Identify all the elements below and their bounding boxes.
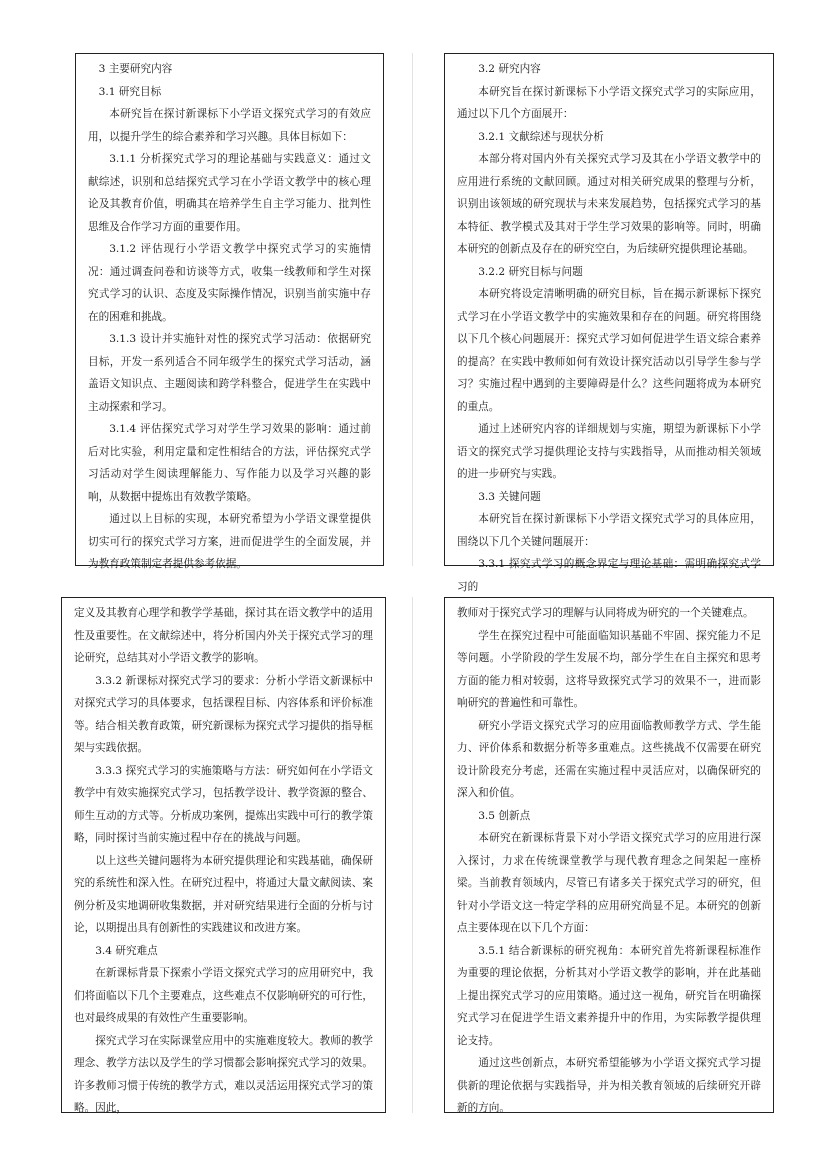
- paragraph: 3.3.2 新课标对探究式学习的要求：分析小学语文新课标中对探究式学习的具体要求，包括课程目标、内容体系和评价标准等。结合相关教育政策，研究新课标为探究式学习提供的指导框架与实践依据。: [74, 674, 373, 754]
- paragraph: 本研究旨在探讨新课标下小学语文探究式学习的具体应用，围绕以下几个关键问题展开：: [457, 513, 761, 548]
- paragraph: 3.3.1 探究式学习的概念界定与理论基础：需明确探究式学习的: [457, 558, 761, 593]
- page-2: [444, 53, 774, 593]
- page-gap: [412, 597, 413, 1113]
- paragraph: 本部分将对国内外有关探究式学习及其在小学语文教学中的应用进行系统的文献回顾。通过对相关研究成果的整理与分析，识别出该领域的研究现状与未来发展趋势，包括探究式学习的基本特征、教学模式及其对于学生学习效果的影响等。同时，明确本研究的创新点及存在的研究空白，为后续研究提供理论基础。: [457, 153, 761, 255]
- paragraph: 通过上述研究内容的详细规划与实施，期望为新课标下小学语文的探究式学习提供理论支持与实践指导，从而推动相关领域的进一步研究与实践。: [457, 423, 761, 480]
- paragraph: 本研究将设定清晰明确的研究目标，旨在揭示新课标下探究式学习在小学语文教学中的实施效果和存在的问题。研究将围绕以下几个核心问题展开：探究式学习如何促进学生语文综合素养的提高？在实践中教师如何有效设计探究活动以引导学生参与学习？实施过程中遇到的主要障碍是什么？这些问题将成为本研究的重点。: [457, 288, 761, 413]
- paragraph: 本研究旨在探讨新课标下小学语文探究式学习的有效应用，以提升学生的综合素养和学习兴趣。具体目标如下：: [88, 108, 371, 143]
- paragraph: 探究式学习在实际课堂应用中的实施难度较大。教师的教学理念、教学方法以及学生的学习惯都会影响探究式学习的效果。许多教师习惯于传统的教学方式，难以灵活运用探究式学习的策略。因此，: [74, 1034, 373, 1114]
- subsection-heading: 3.2 研究内容: [478, 63, 541, 75]
- paragraph: 本研究旨在探讨新课标下小学语文探究式学习的实际应用，通过以下几个方面展开：: [457, 85, 761, 120]
- page-4: [444, 597, 774, 1113]
- page-1: [75, 53, 384, 570]
- paragraph: 通过以上目标的实现，本研究希望为小学语文课堂提供切实可行的探究式学习方案，进而促进学生的全面发展，并为教育政策制定者提供参考依据。: [88, 513, 371, 570]
- paragraph: 3.1.1 分析探究式学习的理论基础与实践意义：通过文献综述，识别和总结探究式学习在小学语文教学中的核心理论及其教育价值，明确其在培养学生自主学习能力、批判性思维及合作学习方面的重要作用。: [88, 153, 371, 233]
- subsection-heading: 3.2.1 文献综述与现状分析: [478, 130, 604, 143]
- page-gap: [412, 53, 413, 566]
- section-heading: 3 主要研究内容: [98, 63, 173, 75]
- paragraph: 在新课标背景下探索小学语文探究式学习的应用研究中，我们将面临以下几个主要难点，这些难点不仅影响研究的可行性，也对最终成果的有效性产生重要影响。: [74, 967, 373, 1024]
- subsection-heading: 3.5 创新点: [478, 809, 531, 822]
- paragraph: 研究小学语文探究式学习的应用面临教师教学方式、学生能力、评价体系和数据分析等多重难点。这些挑战不仅需要在研究设计阶段充分考虑，还需在实施过程中灵活应对，以确保研究的深入和价值。: [457, 719, 761, 799]
- paragraph: 通过这些创新点，本研究希望能够为小学语文探究式学习提供新的理论依据与实践指导，并为相关教育领域的后续研究开辟新的方向。: [457, 1057, 761, 1114]
- paragraph: 学生在探究过程中可能面临知识基础不牢固、探究能力不足等问题。小学阶段的学生发展不均，部分学生在自主探究和思考方面的能力相对较弱，这将导致探究式学习的效果不一，进而影响研究的普遍性和可靠性。: [457, 629, 761, 709]
- paragraph: 定义及其教育心理学和教学学基础，探讨其在语文教学中的适用性及重要性。在文献综述中，将分析国内外关于探究式学习的理论研究，总结其对小学语文教学的影响。: [74, 607, 373, 664]
- paragraph: 3.3.3 探究式学习的实施策略与方法：研究如何在小学语文教学中有效实施探究式学习，包括教学设计、教学资源的整合、师生互动的方式等。分析成功案例，提炼出实践中可行的教学策略，同时探讨当前实施过程中存在的挑战与问题。: [74, 764, 373, 844]
- page-3: [61, 597, 386, 1113]
- subsection-heading: 3.4 研究难点: [95, 944, 158, 957]
- subsection-heading: 3.1 研究目标: [98, 85, 162, 98]
- paragraph: 3.5.1 结合新课标的研究视角：本研究首先将新课程标准作为重要的理论依据，分析其对小学语文教学的影响，并在此基础上提出探究式学习的应用策略。通过这一视角，研究旨在明确探究式学习在促进学生语文素养提升中的作用，为实际教学提供理论支持。: [457, 944, 761, 1047]
- paragraph: 以上这些关键问题将为本研究提供理论和实践基础，确保研究的系统性和深入性。在研究过程中，将通过大量文献阅读、案例分析及实地调研收集数据，并对研究结果进行全面的分析与讨论，以期提出具有创新性的实践建议和改进方案。: [74, 854, 373, 934]
- paragraph: 教师对于探究式学习的理解与认同将成为研究的一个关键难点。: [457, 607, 754, 619]
- subsection-heading: 3.2.2 研究目标与问题: [478, 265, 583, 278]
- paragraph: 3.1.3 设计并实施针对性的探究式学习活动：依据研究目标，开发一系列适合不同年级学生的探究式学习活动，涵盖语文知识点、主题阅读和跨学科整合，促进学生在实践中主动探索和学习。: [88, 333, 371, 413]
- paragraph: 3.1.4 评估探究式学习对学生学习效果的影响：通过前后对比实验，利用定量和定性相结合的方法，评估探究式学习活动对学生阅读理解能力、写作能力以及学习兴趣的影响，从数据中提炼出有效教学策略。: [88, 423, 371, 503]
- subsection-heading: 3.3 关键问题: [478, 490, 541, 503]
- paragraph: 3.1.2 评估现行小学语文教学中探究式学习的实施情况：通过调查问卷和访谈等方式，收集一线教师和学生对探究式学习的认识、态度及实际操作情况，识别当前实施中存在的困难和挑战。: [88, 243, 371, 323]
- paragraph: 本研究在新课标背景下对小学语文探究式学习的应用进行深入探讨，力求在传统课堂教学与现代教育理念之间架起一座桥梁。当前教育领域内，尽管已有诸多关于探究式学习的研究，但针对小学语文这一特定学科的应用研究尚显不足。本研究的创新点主要体现在以下几个方面：: [457, 832, 761, 934]
